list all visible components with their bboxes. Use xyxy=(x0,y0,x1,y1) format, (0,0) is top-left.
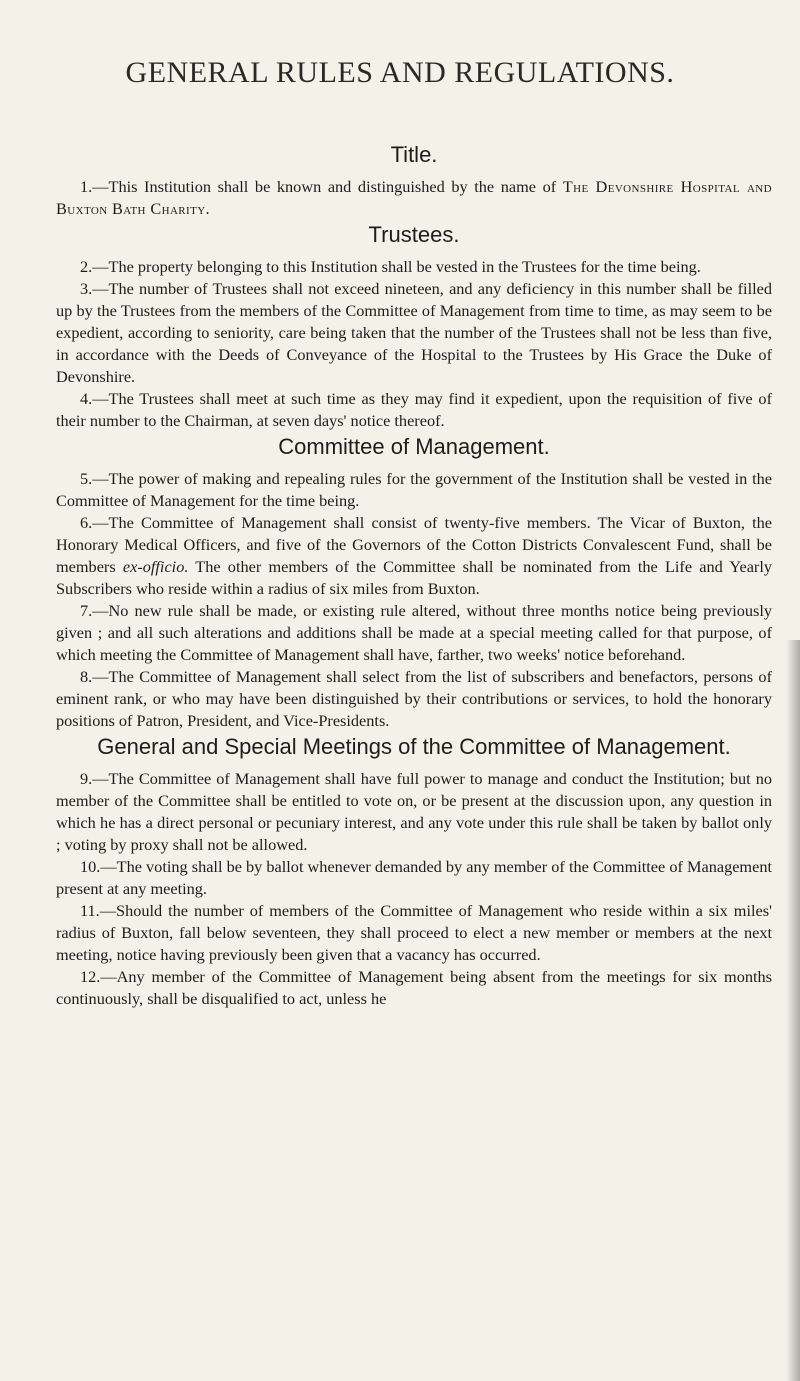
rule-10: 10.—The voting shall be by ballot whenever demanded by any member of the Committee of Management present at any meeting. xyxy=(56,857,772,898)
document-body xyxy=(56,140,772,1010)
section-heading-title: Title. xyxy=(390,142,438,167)
rule-3: 3.—The number of Trustees shall not exceed nineteen, and any deficiency in this number shall be filled up by the Trustees from the members of the Committee of Management from time to time, as may seem to be expedient, according to seniority, care being taken that the number of the Trustees shall not be less than five, in accordance with the Deeds of Conveyance of the Hospital to the Trustees by His Grace the Duke of Devonshire. xyxy=(56,279,772,386)
rule-number: 11. xyxy=(80,901,100,920)
rule-number: 10. xyxy=(80,857,101,876)
rule-9: 9.—The Committee of Management shall have full power to manage and conduct the Institution; but no member of the Committee shall be entitled to vote on, or be present at the discussion upon, any question in which he has a direct personal or pecuniary interest, and any vote under this rule shall be taken by ballot only ; voting by proxy shall not be allowed. xyxy=(56,769,772,854)
rule-8: 8.—The Committee of Management shall select from the list of subscribers and benefactors, persons of eminent rank, or who may have been distinguished by their contributions or services, to hold the honorary positions of Patron, President, and Vice-Presidents. xyxy=(56,667,772,730)
rule-text: No new rule shall be made, or existing rule altered, without three months notice being previously given ; and all such alterations and additions shall be made at a special meeting called for that purpose, of which meeting the Committee of Management shall have, farther, two weeks' notice beforehand. xyxy=(56,601,772,664)
rule-text: The Committee of Management shall have full power to manage and conduct the Institution; but no member of the Committee shall be entitled to vote on, or be present at the discussion upon, any question in which he has a direct personal or pecuniary interest, and any vote under this rule shall be taken by ballot only ; voting by proxy shall not be allowed. xyxy=(56,769,772,854)
rule-text: The Trustees shall meet at such time as they may find it expedient, upon the requisition of five of their number to the Chairman, at seven days' notice thereof. xyxy=(56,389,772,430)
page-title: GENERAL RULES AND REGULATIONS. xyxy=(125,56,675,89)
rule-5: 5.—The power of making and repealing rules for the government of the Institution shall be vested in the Committee of Management for the time being. xyxy=(56,469,772,510)
rule-4: 4.—The Trustees shall meet at such time as they may find it expedient, upon the requisition of five of their number to the Chairman, at seven days' notice thereof. xyxy=(56,389,772,430)
rule-text: The Committee of Management shall consist of twenty-five members. The Vicar of Buxton, the Honorary Medical Officers, and five of the Governors of the Cotton Districts Convalescent Fund, shall be members xyxy=(56,513,772,576)
rule-number: 7. xyxy=(80,601,93,620)
rule-text: The power of making and repealing rules for the government of the Institution shall be vested in the Committee of Management for the time being. xyxy=(56,469,772,510)
rule-7: 7.—No new rule shall be made, or existing rule altered, without three months notice being previously given ; and all such alterations and additions shall be made at a special meeting called for that purpose, of which meeting the Committee of Management shall have, farther, two weeks' notice beforehand. xyxy=(56,601,772,664)
rule-text: The Committee of Management shall select from the list of subscribers and benefactors, persons of eminent rank, or who may have been distinguished by their contributions or services, to hold the honorary positions of Patron, President, and Vice-Presidents. xyxy=(56,667,772,730)
rule-text: The number of Trustees shall not exceed nineteen, and any deficiency in this number shall be filled up by the Trustees from the members of the Committee of Management from time to time, as may seem to be expedient, according to seniority, care being taken that the number of the Trustees shall not be less than five, in accordance with the Deeds of Conveyance of the Hospital to the Trustees by His Grace the Duke of Devonshire. xyxy=(56,279,772,386)
section-heading-meetings: General and Special Meetings of the Committee of Management. xyxy=(97,734,731,759)
rule-text: The voting shall be by ballot whenever demanded by any member of the Committee of Management present at any meeting. xyxy=(56,857,772,898)
rule-text: Should the number of members of the Committee of Management who reside within a six miles' radius of Buxton, fall below seventeen, they shall proceed to elect a new member or members at the next meeting, notice having previously been given that a vacancy has occurred. xyxy=(56,901,772,964)
ex-officio-term: ex-officio. xyxy=(122,557,189,576)
institution-name: The Devonshire Hospital and Buxton Bath Charity. xyxy=(56,177,772,218)
rule-text: The property belonging to this Institution shall be vested in the Trustees for the time being. xyxy=(108,257,701,276)
rule-number: 12. xyxy=(80,967,101,986)
rule-number: 2. xyxy=(80,257,93,276)
rule-number: 9. xyxy=(80,769,93,788)
rule-1: 1.—This Institution shall be known and distinguished by the name of The Devonshire Hospital and Buxton Bath Charity. xyxy=(56,177,772,218)
section-heading-committee: Committee of Management. xyxy=(278,434,550,459)
rule-text: Any member of the Committee of Management being absent from the meetings for six months continuously, shall be disqualified to act, unless he xyxy=(56,967,772,1008)
rule-number: 3. xyxy=(80,279,93,298)
rule-text: This Institution shall be known and distinguished by the name of xyxy=(108,177,563,196)
page-binding-shadow xyxy=(786,640,800,1381)
rule-text-continued: The other members of the Committee shall be nominated from the Life and Yearly Subscribers who reside within a radius of six miles from Buxton. xyxy=(56,557,773,598)
rule-number: 8. xyxy=(80,667,93,686)
rule-number: 6. xyxy=(80,513,93,532)
section-heading-trustees: Trustees. xyxy=(368,222,460,247)
rule-number: 5. xyxy=(80,469,93,488)
rule-2: 2.—The property belonging to this Institution shall be vested in the Trustees for the time being. xyxy=(80,257,701,276)
rule-6: 6.—The Committee of Management shall consist of twenty-five members. The Vicar of Buxton, the Honorary Medical Officers, and five of the Governors of the Cotton Districts Convalescent Fund, shall be members ex-officio. The other members of the Committee shall be nominated from the Life and Yearly Subscribers who reside within a radius of six miles from Buxton. xyxy=(56,513,773,598)
rule-number: 1. xyxy=(80,177,93,196)
rule-number: 4. xyxy=(80,389,93,408)
rule-12: 12.—Any member of the Committee of Management being absent from the meetings for six months continuously, shall be disqualified to act, unless he xyxy=(56,967,772,1008)
rule-11: 11.—Should the number of members of the Committee of Management who reside within a six miles' radius of Buxton, fall below seventeen, they shall proceed to elect a new member or members at the next meeting, notice having previously been given that a vacancy has occurred. xyxy=(56,901,772,964)
